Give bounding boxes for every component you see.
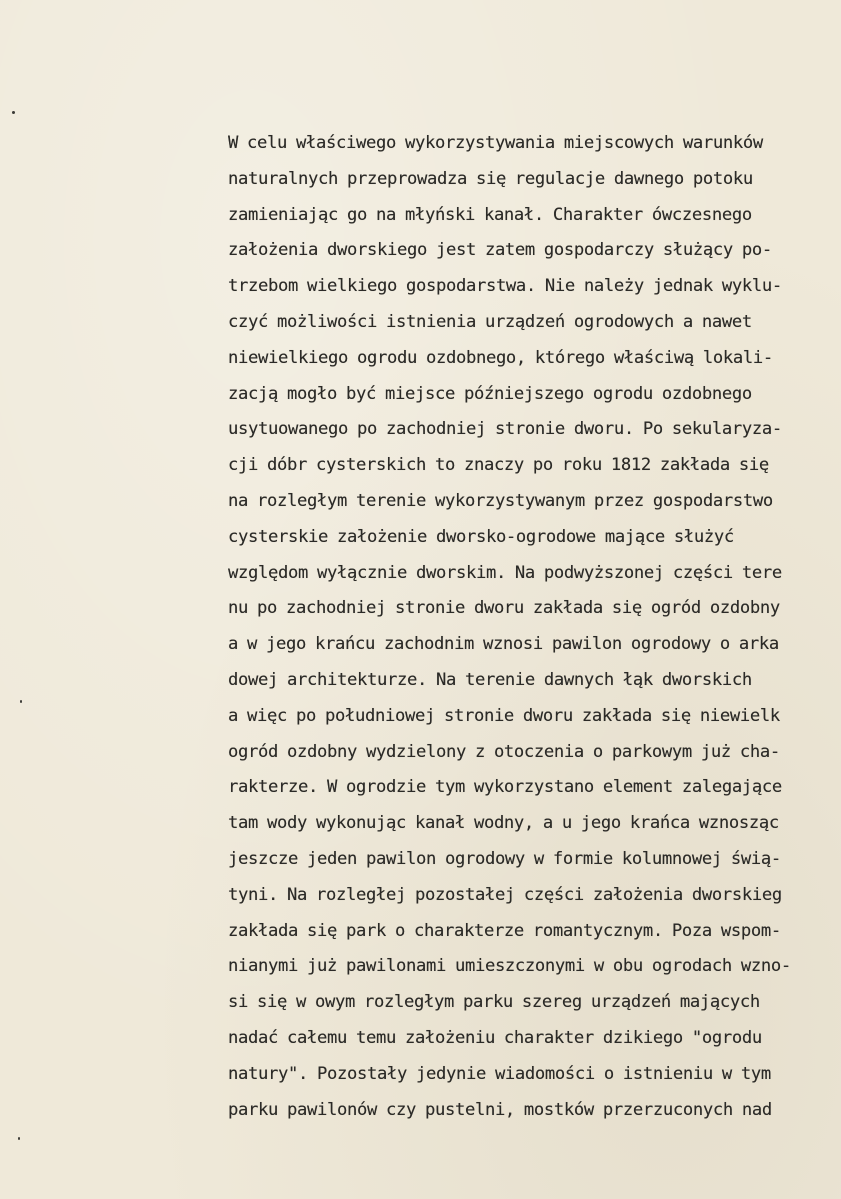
text-line: tam wody wykonując kanał wodny, a u jego krańca wznosząc bbox=[228, 813, 779, 834]
text-line: jeszcze jeden pawilon ogrodowy w formie kolumnowej świą- bbox=[228, 848, 781, 869]
text-line: W celu właściwego wykorzystywania miejscowych warunków bbox=[228, 133, 763, 153]
text-line: natury". Pozostały jedynie wiadomości o istnieniu w tym bbox=[228, 1063, 771, 1084]
text-line: naturalnych przeprowadza się regulacje dawnego potoku bbox=[228, 168, 753, 189]
text-line: względom wyłącznie dworskim. Na podwyższonej części tere bbox=[228, 562, 782, 583]
text-line: niewielkiego ogrodu ozdobnego, którego właściwą lokali- bbox=[228, 347, 773, 368]
text-line: zakłada się park o charakterze romantycznym. Poza wspom- bbox=[228, 920, 781, 941]
text-line: a w jego krańcu zachodnim wznosi pawilon ogrodowy o arka bbox=[228, 634, 779, 655]
text-line: cysterskie założenie dworsko-ogrodowe mające służyć bbox=[228, 526, 734, 547]
ink-speck bbox=[12, 111, 15, 114]
text-line: założenia dworskiego jest zatem gospodarczy służący po- bbox=[228, 240, 772, 261]
text-line: trzebom wielkiego gospodarstwa. Nie należy jednak wyklu- bbox=[228, 276, 782, 297]
text-line: na rozległym terenie wykorzystywanym przez gospodarstwo bbox=[228, 490, 773, 511]
typed-text-body bbox=[228, 126, 841, 1128]
text-line: rakterze. W ogrodzie tym wykorzystano element zalegające bbox=[228, 777, 782, 798]
text-line: zacją mogło być miejsce późniejszego ogrodu ozdobnego bbox=[228, 383, 752, 404]
text-line: usytuowanego po zachodniej stronie dworu. Po sekularyza- bbox=[228, 419, 782, 440]
text-line: dowej architekturze. Na terenie dawnych łąk dworskich bbox=[228, 669, 752, 690]
text-line: a więc po południowej stronie dworu zakłada się niewielk bbox=[228, 705, 780, 726]
text-line: parku pawilonów czy pustelni, mostków przerzuconych nad bbox=[228, 1099, 772, 1120]
text-line: si się w owym rozległym parku szereg urządzeń mających bbox=[228, 992, 760, 1013]
text-line: nadać całemu temu założeniu charakter dzikiego "ogrodu bbox=[228, 1027, 762, 1048]
text-line: nianymi już pawilonami umieszczonymi w obu ogrodach wzno- bbox=[228, 956, 791, 977]
text-line: ogród ozdobny wydzielony z otoczenia o parkowym już cha- bbox=[228, 741, 780, 762]
ink-speck bbox=[18, 1137, 20, 1140]
text-line: nu po zachodniej stronie dworu zakłada się ogród ozdobny bbox=[228, 598, 780, 619]
text-line: tyni. Na rozległej pozostałej części założenia dworskieg bbox=[228, 884, 782, 905]
text-line: cji dóbr cysterskich to znaczy po roku 1812 zakłada się bbox=[228, 455, 769, 476]
ink-speck bbox=[20, 700, 22, 703]
text-line: zamieniając go na młyński kanał. Charakter ówczesnego bbox=[228, 204, 752, 225]
text-line: czyć możliwości istnienia urządzeń ogrodowych a nawet bbox=[228, 311, 752, 332]
